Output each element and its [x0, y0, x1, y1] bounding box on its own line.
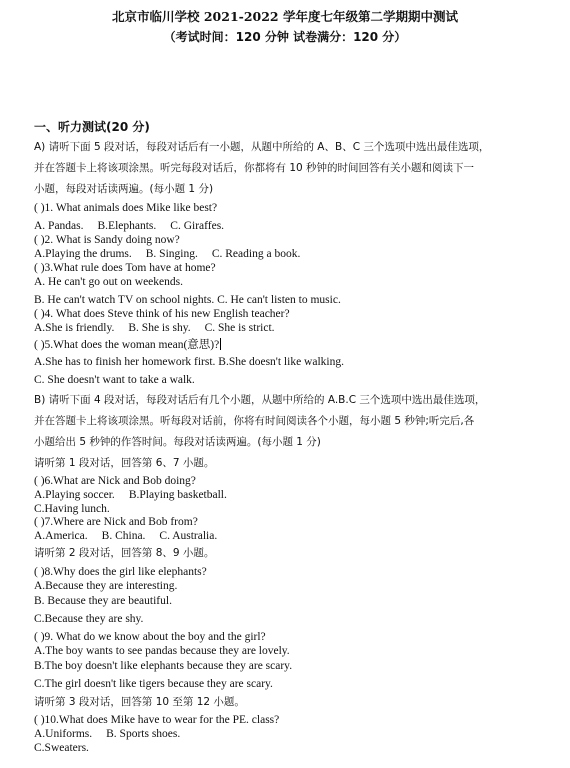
question-8-option-b: B. Because they are beautiful.: [34, 595, 172, 607]
option-a: A.She is friendly.: [34, 322, 115, 334]
question-9: ( )9. What do we know about the boy and the girl?: [34, 631, 266, 643]
option-c: C. Australia.: [159, 530, 218, 542]
question-6: ( )6.What are Nick and Bob doing?: [34, 475, 196, 487]
part-a-instruction-line: 并在答题卡上将该项涂黑。听完每段对话后，你都将有 10 秒钟的时间回答有关小题和阅读下一: [34, 162, 475, 174]
question-6-options-ab: [34, 489, 227, 502]
dialog-3-heading: 请听第 3 段对话，回答第 10 至第 12 小题。: [34, 696, 245, 708]
part-b-instruction-line: 小题给出 5 秒钟的作答时间。每段对话读两遍。(每小题 1 分): [34, 436, 321, 448]
option-a: A.Playing soccer.: [34, 489, 115, 501]
question-2: ( )2. What is Sandy doing now?: [34, 234, 180, 246]
question-5: [34, 338, 221, 352]
option-c: C. She is strict.: [204, 322, 275, 334]
question-8-option-c: C.Because they are shy.: [34, 613, 144, 625]
option-b: B.Elephants.: [97, 220, 157, 232]
option-b: B. She is shy.: [128, 322, 191, 334]
question-4-options: [34, 322, 275, 335]
question-7-options: [34, 530, 217, 543]
option-b: B.Playing basketball.: [128, 489, 227, 501]
question-2-options: [34, 248, 300, 261]
question-3-options-bc: B. He can't watch TV on school nights. C. He can't listen to music.: [34, 294, 341, 306]
section-heading-listening: 一、听力测试(20 分): [34, 120, 150, 134]
option-b: B. China.: [101, 530, 146, 542]
part-a-instruction-line: 小题，每段对话读两遍。(每小题 1 分): [34, 183, 214, 195]
question-8: ( )8.Why does the girl like elephants?: [34, 566, 207, 578]
exam-subtitle: （考试时间：120 分钟 试卷满分：120 分）: [163, 30, 407, 44]
question-1: ( )1. What animals does Mike like best?: [34, 202, 218, 214]
option-a: A. Pandas.: [34, 220, 84, 232]
question-4: ( )4. What does Steve think of his new English teacher?: [34, 308, 290, 320]
question-10-option-c: C.Sweaters.: [34, 742, 89, 754]
question-5-option-c: C. She doesn't want to take a walk.: [34, 374, 195, 386]
question-1-options: [34, 220, 224, 233]
question-8-option-a: A.Because they are interesting.: [34, 580, 178, 592]
option-b: B. Singing.: [145, 248, 198, 260]
option-b: B. Sports shoes.: [106, 728, 181, 740]
question-5-text: ( )5.What does the woman mean(意思)?: [34, 339, 220, 351]
question-7: ( )7.Where are Nick and Bob from?: [34, 516, 198, 528]
question-10-options-ab: [34, 728, 180, 741]
part-a-instruction-line: A) 请听下面 5 段对话，每段对话后有一小题，从题中所给的 A、B、C 三个选项中选出最佳选项，: [34, 141, 490, 153]
dialog-2-heading: 请听第 2 段对话，回答第 8、9 小题。: [34, 547, 215, 559]
question-6-option-c: C.Having lunch.: [34, 503, 110, 515]
question-9-option-c: C.The girl doesn't like tigers because they are scary.: [34, 678, 273, 690]
exam-title: 北京市临川学校 2021-2022 学年度七年级第二学期期中测试: [112, 9, 458, 24]
option-a: A.Playing the drums.: [34, 248, 132, 260]
question-3: ( )3.What rule does Tom have at home?: [34, 262, 216, 274]
text-cursor: [220, 338, 221, 350]
part-b-instruction-line: B) 请听下面 4 段对话，每段对话后有几个小题，从题中所给的 A.B.C 三个选项中选出最佳选项，: [34, 394, 486, 406]
question-9-option-b: B.The boy doesn't like elephants because they are scary.: [34, 660, 293, 672]
question-5-options-ab: A.She has to finish her homework first. B.She doesn't like walking.: [34, 356, 344, 368]
dialog-1-heading: 请听第 1 段对话，回答第 6、7 小题。: [34, 457, 215, 469]
option-a: A.America.: [34, 530, 88, 542]
part-b-instruction-line: 并在答题卡上将该项涂黑。听每段对话前，你将有时间阅读各个小题，每小题 5 秒钟;听完后,各: [34, 415, 475, 427]
option-c: C. Reading a book.: [211, 248, 301, 260]
option-c: C. Giraffes.: [170, 220, 225, 232]
question-3-option-a: A. He can't go out on weekends.: [34, 276, 183, 288]
question-9-option-a: A.The boy wants to see pandas because they are lovely.: [34, 645, 290, 657]
option-a: A.Uniforms.: [34, 728, 93, 740]
question-10: ( )10.What does Mike have to wear for the PE. class?: [34, 714, 280, 726]
